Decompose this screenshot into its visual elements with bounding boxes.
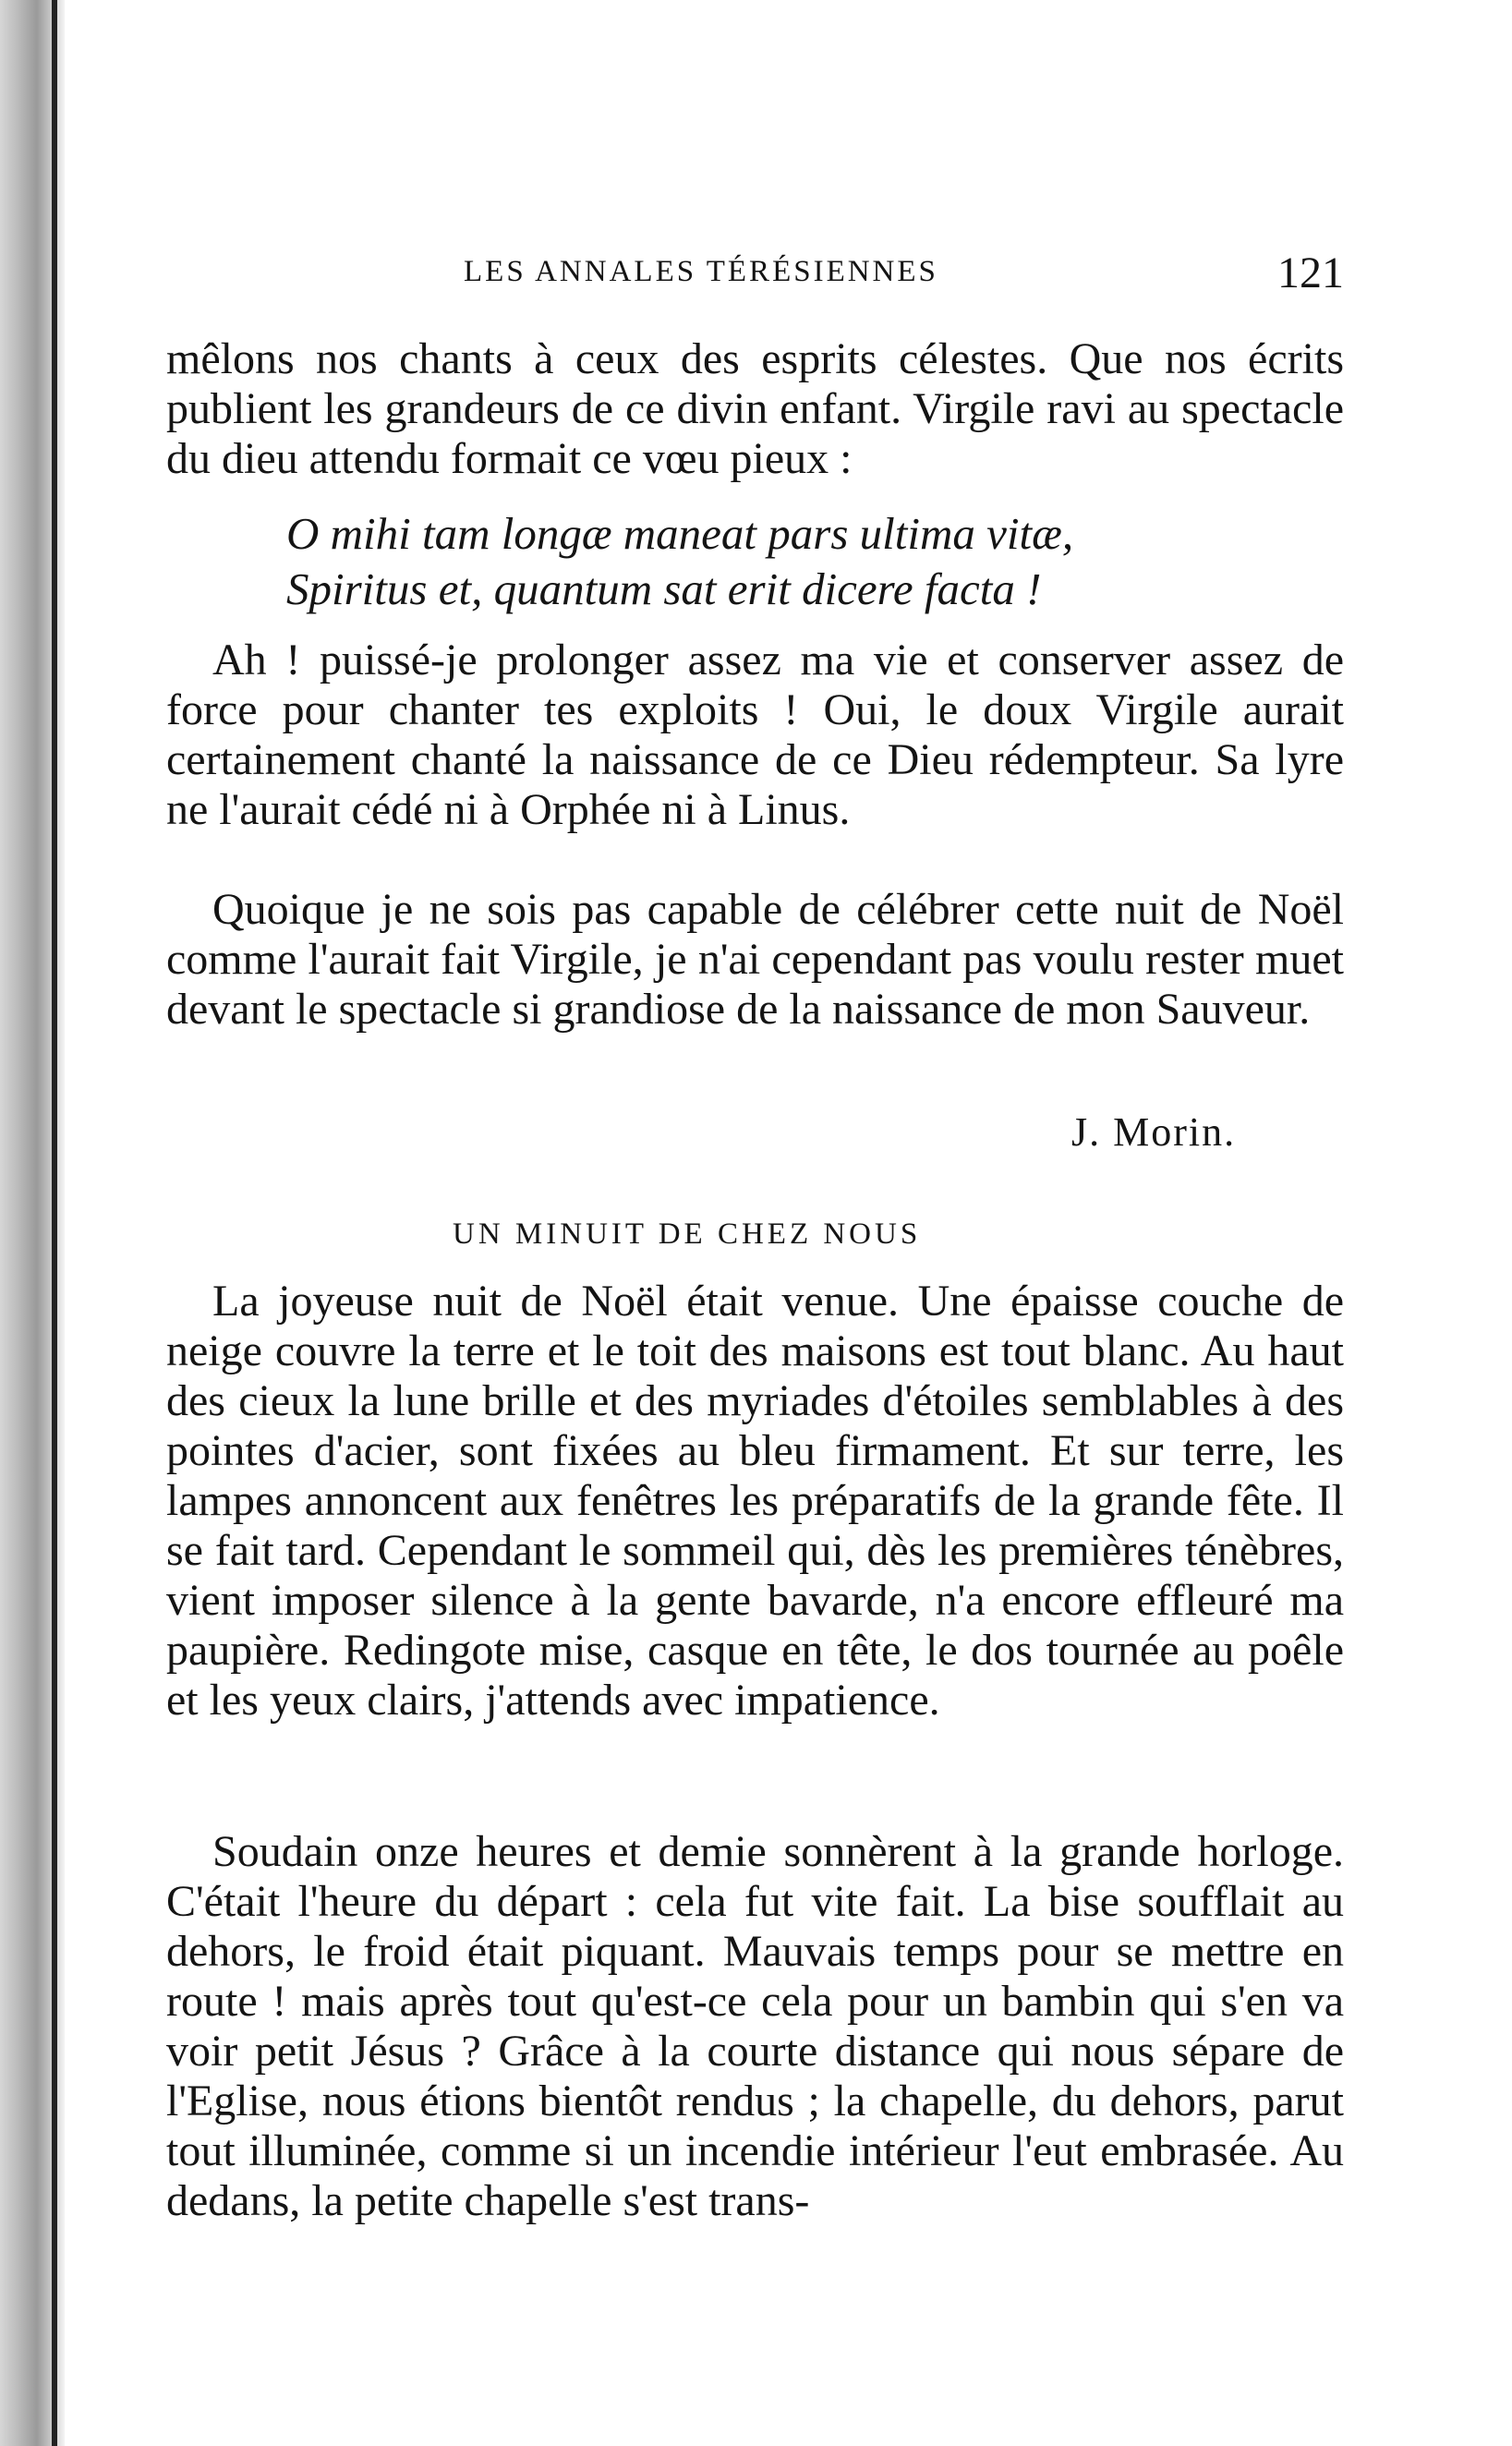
page-number: 121	[1277, 248, 1344, 297]
paragraph-3: Quoique je ne sois pas capable de célébrer cette nuit de Noël comme l'aurait fait Virgile, je n'ai cependant pas voulu rester muet devant le spectacle si grandiose de la naissance de mon Sauveur.	[166, 885, 1344, 1034]
page-header	[166, 248, 1344, 303]
running-head: LES ANNALES TÉRÉSIENNES	[464, 255, 938, 288]
paragraph-block-2	[166, 636, 1344, 835]
latin-verse	[286, 506, 1349, 617]
paragraph-block-1	[166, 334, 1344, 484]
paragraph-2: Ah ! puissé-je prolonger assez ma vie et conserver assez de force pour chanter tes exploits ! Oui, le doux Virgile aurait certainement chanté la naissance de ce Dieu rédempteur. Sa lyre ne l'aurait cédé ni à Orphée ni à Linus.	[166, 636, 1344, 834]
section-title: UN MINUIT DE CHEZ NOUS	[453, 1217, 922, 1251]
verse-line-1: O mihi tam longæ maneat pars ultima vitæ,	[286, 508, 1074, 559]
author-signature: J. Morin.	[1071, 1109, 1237, 1155]
paragraph-1: mêlons nos chants à ceux des esprits célestes. Que nos écrits publient les grandeurs de ce divin enfant. Virgile ravi au spectacle du dieu attendu formait ce vœu pieux :	[166, 334, 1344, 483]
verse-line-2: Spiritus et, quantum sat erit dicere facta !	[286, 563, 1042, 614]
paragraph-block-5	[166, 1827, 1344, 2226]
paragraph-4: La joyeuse nuit de Noël était venue. Une épaisse couche de neige couvre la terre et le toit des maisons est tout blanc. Au haut des cieux la lune brille et des myriades d'étoiles semblables à des pointes d'acier, sont fixées au bleu firmament. Et sur terre, les lampes annoncent aux fenêtres les préparatifs de la grande fête. Il se fait tard. Cependant le sommeil qui, dès les premières ténèbres, vient imposer silence à la gente bavarde, n'a encore effleuré ma paupière. Redingote mise, casque en tête, le dos tournée au poêle et les yeux clairs, j'attends avec impatience.	[166, 1277, 1344, 1725]
paragraph-block-4	[166, 1277, 1344, 1726]
paragraph-block-3	[166, 885, 1344, 1035]
paragraph-5: Soudain onze heures et demie sonnèrent à la grande horloge. C'était l'heure du départ : cela fut vite fait. La bise soufflait au dehors, le froid était piquant. Mauvais temps pour se mettre en route ! mais après tout qu'est-ce cela pour un bambin qui s'en va voir petit Jésus ? Grâce à la courte distance qui nous sépare de l'Eglise, nous étions bientôt rendus ; la chapelle, du dehors, parut tout illuminée, comme si un incendie intérieur l'eut embrasée. Au dedans, la petite chapelle s'est trans-	[166, 1827, 1344, 2225]
